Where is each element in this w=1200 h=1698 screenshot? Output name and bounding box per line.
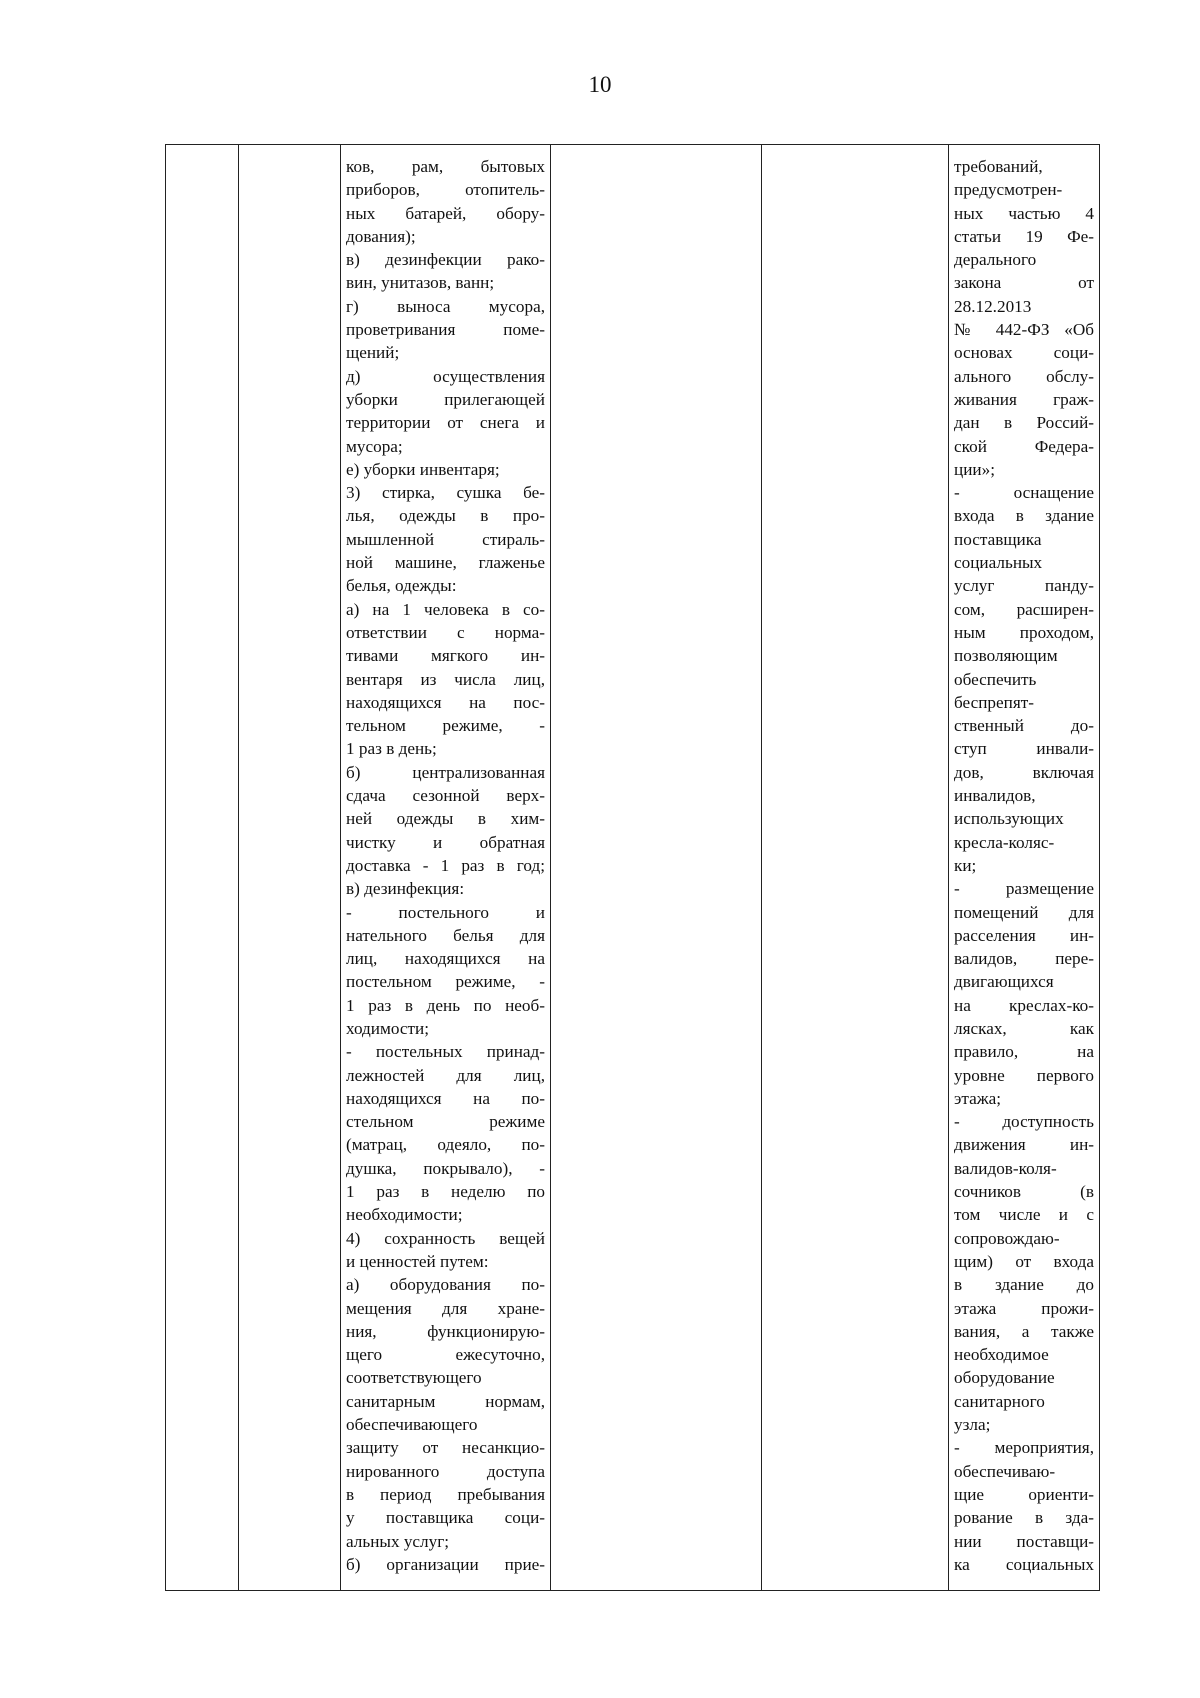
text-line: ных частью 4 (954, 203, 1094, 223)
text-line: у поставщика соци- (346, 1508, 545, 1528)
text-line: д) осуществления (346, 366, 545, 386)
text-line: обеспечиваю- (954, 1461, 1056, 1481)
text-line: находящихся на пос- (346, 692, 545, 712)
text-line: основах соци- (954, 343, 1094, 363)
text-line: лясках, как (954, 1018, 1094, 1038)
text-line: двигающихся (954, 972, 1054, 992)
text-line: ответствии с норма- (346, 622, 545, 642)
text-line: ции»; (954, 459, 995, 479)
text-line: ных батарей, обору- (346, 203, 545, 223)
text-line: оборудование (954, 1368, 1055, 1388)
text-line: 28.12.2013 (954, 296, 1032, 316)
text-line: ступ инвали- (954, 739, 1094, 759)
text-line: проветривания поме- (346, 320, 545, 340)
text-line: ходимости; (346, 1018, 429, 1038)
text-line: нии поставщи- (954, 1531, 1094, 1551)
text-line: помещений для (954, 902, 1094, 922)
text-line: валидов-коля- (954, 1158, 1057, 1178)
text-line: обеспечивающего (346, 1415, 478, 1435)
text-line: предусмотрен- (954, 180, 1063, 200)
text-line: (матрац, одеяло, по- (346, 1135, 545, 1155)
text-line: требований, (954, 157, 1043, 176)
text-line: приборов, отопитель- (346, 180, 545, 200)
text-line: тельном режиме, - (346, 716, 545, 736)
text-line: уровне первого (954, 1065, 1094, 1085)
text-line: том числе и с (954, 1205, 1094, 1225)
text-line: дов, включая (954, 762, 1094, 782)
text-line: 1 раз в день по необ- (346, 995, 545, 1015)
text-line: движения ин- (954, 1135, 1094, 1155)
text-line: валидов, пере- (954, 949, 1094, 969)
text-line: необходимости; (346, 1205, 463, 1225)
text-line: щений; (346, 343, 400, 363)
text-line: санитарного (954, 1391, 1045, 1411)
text-line: закона от (954, 273, 1094, 293)
text-line: - оснащение (954, 483, 1094, 503)
services-description-text (341, 145, 550, 1576)
page-number: 10 (588, 72, 612, 97)
text-line: ка социальных (954, 1554, 1094, 1574)
text-line: лежностей для лиц, (346, 1065, 545, 1085)
text-line: мещения для хране- (346, 1298, 545, 1318)
table-cell-col-6 (949, 145, 1100, 1591)
text-line: статьи 19 Фе- (954, 226, 1094, 246)
text-line: обеспечить (954, 669, 1037, 689)
text-line: б) централизованная (346, 762, 545, 782)
text-line: нированного доступа (346, 1461, 545, 1481)
table-cell-col-3 (341, 145, 551, 1591)
text-line: соответствующего (346, 1368, 482, 1388)
text-line: душка, покрывало), - (346, 1158, 545, 1178)
text-line: мусора; (346, 436, 403, 456)
text-line: 1 раз в неделю по (346, 1182, 545, 1202)
text-line: этажа прожи- (954, 1298, 1094, 1318)
text-line: рование в зда- (954, 1508, 1094, 1528)
text-line: 3) стирка, сушка бе- (346, 483, 545, 503)
text-line: позволяющим (954, 646, 1058, 666)
text-line: - постельного и (346, 902, 545, 922)
text-line: и ценностей путем: (346, 1251, 489, 1271)
text-line: б) организации прие- (346, 1554, 545, 1574)
text-line: защиту от несанкцио- (346, 1438, 545, 1458)
text-line: щего ежесуточно, (346, 1345, 545, 1365)
text-line: беспрепят- (954, 692, 1034, 712)
table-cell-col-5 (762, 145, 949, 1591)
text-line: социальных (954, 553, 1043, 573)
text-line: лья, одежды в про- (346, 506, 545, 526)
text-line: сдача сезонной верх- (346, 786, 545, 806)
text-line: альных услуг; (346, 1531, 450, 1551)
text-line: кресла-коляс- (954, 832, 1055, 852)
text-line: доставка - 1 раз в год; (346, 855, 545, 875)
table-cell-col-1 (166, 145, 239, 1591)
text-line: в) дезинфекция: (346, 879, 465, 899)
text-line: - постельных принад- (346, 1042, 545, 1062)
text-line: дан в Россий- (954, 413, 1094, 433)
table-row (166, 145, 1100, 1591)
text-line: дования); (346, 226, 416, 246)
text-line: в) дезинфекции рако- (346, 250, 545, 270)
text-line: мышленной стираль- (346, 529, 545, 549)
text-line: - мероприятия, (954, 1438, 1094, 1458)
text-line: 4) сохранность вещей (346, 1228, 545, 1248)
text-line: нательного белья для (346, 925, 545, 945)
text-line: уборки прилегающей (346, 389, 545, 409)
text-line: дерального (954, 250, 1037, 270)
text-line: вания, а также (954, 1321, 1094, 1341)
table-cell-col-4 (551, 145, 762, 1591)
text-line: а) оборудования по- (346, 1275, 545, 1295)
text-line: тивами мягкого ин- (346, 646, 545, 666)
text-line: а) на 1 человека в со- (346, 599, 545, 619)
text-line: узла; (954, 1415, 991, 1435)
text-line: ки; (954, 855, 977, 875)
text-line: ской Федера- (954, 436, 1094, 456)
text-line: санитарным нормам, (346, 1391, 545, 1411)
text-line: сочников (в (954, 1182, 1094, 1202)
text-line: постельном режиме, - (346, 972, 545, 992)
text-line: ственный до- (954, 716, 1094, 736)
text-line: г) выноса мусора, (346, 296, 545, 316)
text-line: услуг панду- (954, 576, 1094, 596)
text-line: чистку и обратная (346, 832, 545, 852)
text-line: щие ориенти- (954, 1484, 1094, 1504)
text-line: входа в здание (954, 506, 1094, 526)
text-line: использующих (954, 809, 1064, 829)
text-line: ния, функционирую- (346, 1321, 545, 1341)
text-line: живания граж- (954, 389, 1094, 409)
text-line: этажа; (954, 1088, 1002, 1108)
requirements-text (949, 145, 1099, 1576)
text-line: сом, расширен- (954, 599, 1094, 619)
text-line: инвалидов, (954, 786, 1036, 806)
text-line: щим) от входа (954, 1251, 1094, 1271)
text-line: необходимое (954, 1345, 1049, 1365)
text-line: на кpеслах-ко- (954, 995, 1094, 1015)
text-line: лиц, находящихся на (346, 949, 545, 969)
text-line: - размещение (954, 879, 1094, 899)
text-line: территории от снега и (346, 413, 545, 433)
text-line: ней одежды в хим- (346, 809, 545, 829)
text-line: сопровождаю- (954, 1228, 1060, 1248)
text-line: № 442-ФЗ «Об (954, 320, 1094, 340)
text-line: 1 раз в день; (346, 739, 437, 759)
text-line: ной машине, глаженье (346, 553, 545, 573)
text-line: ным проходом, (954, 622, 1094, 642)
text-line: правило, на (954, 1042, 1094, 1062)
text-line: белья, одежды: (346, 576, 457, 596)
text-line: ального обслу- (954, 366, 1094, 386)
text-line: в здание до (954, 1275, 1094, 1295)
text-line: поставщика (954, 529, 1042, 549)
text-line: - доступность (954, 1112, 1094, 1132)
document-table (165, 144, 1100, 1591)
text-line: е) уборки инвентаря; (346, 459, 500, 479)
text-line: стельном режиме (346, 1112, 545, 1132)
text-line: в период пребывания (346, 1484, 545, 1504)
text-line: находящихся на по- (346, 1088, 545, 1108)
text-line: расселения ин- (954, 925, 1094, 945)
table-cell-col-2 (239, 145, 341, 1591)
text-line: ков, рам, бытовых (346, 157, 545, 176)
text-line: вентаря из числа лиц, (346, 669, 545, 689)
text-line: вин, унитазов, ванн; (346, 273, 495, 293)
